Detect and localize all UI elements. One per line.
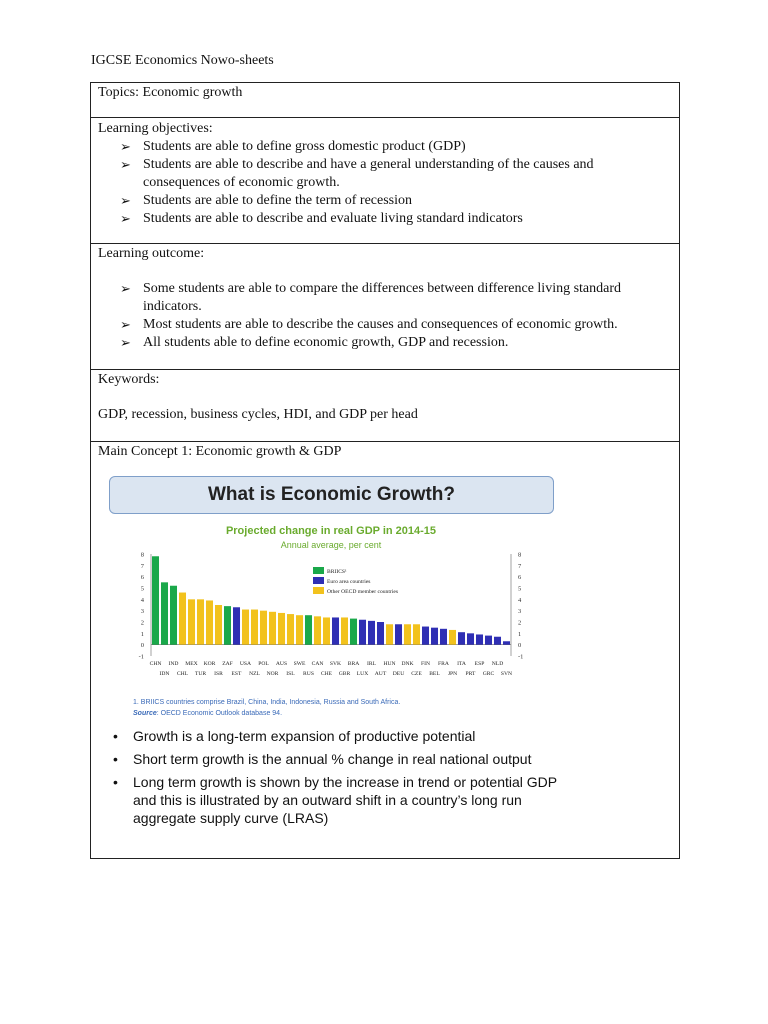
- x-tick-label: USA: [239, 661, 252, 667]
- bar-gbr: [341, 617, 348, 644]
- y-tick-label-left: 6: [140, 574, 144, 582]
- worksheet-table: [90, 82, 680, 859]
- x-tick-label: CHE: [320, 671, 333, 677]
- gdp-bar-chart: [131, 548, 531, 688]
- x-tick-label: NLD: [491, 661, 504, 667]
- bar-bra: [350, 619, 357, 645]
- bar-bel: [431, 628, 438, 645]
- bar-deu: [395, 624, 402, 644]
- x-tick-label: ISL: [286, 671, 295, 677]
- slide-title: What is Economic Growth?: [109, 476, 554, 514]
- y-tick-label-left: 3: [140, 608, 144, 616]
- topics-row: [91, 83, 679, 118]
- y-tick-label-right: -1: [518, 653, 524, 661]
- x-tick-label: POL: [258, 661, 269, 667]
- x-tick-label: BEL: [429, 671, 440, 677]
- x-tick-label: CZE: [411, 671, 422, 677]
- objective-item: ➢ Students are able to define gross domestic product (GDP): [120, 139, 466, 154]
- bar-usa: [242, 610, 249, 645]
- legend-label: BRIICS¹: [327, 569, 347, 575]
- x-tick-label: IND: [168, 661, 179, 667]
- objectives-heading: Learning objectives:: [98, 121, 213, 136]
- y-tick-label-left: 7: [140, 562, 144, 570]
- bar-fin: [422, 627, 429, 645]
- x-tick-label: CHN: [149, 661, 162, 667]
- bar-esp: [476, 634, 483, 644]
- y-tick-label-right: 5: [518, 585, 522, 593]
- bar-lux: [359, 620, 366, 645]
- arrow-bullet-icon: ➢: [120, 157, 131, 172]
- bar-zaf: [224, 606, 231, 645]
- document-header: IGCSE Economics Nowo-sheets: [91, 53, 274, 68]
- bar-mex: [188, 599, 195, 644]
- x-tick-label: EST: [231, 671, 242, 677]
- bar-svn: [503, 641, 510, 644]
- bar-nzl: [251, 610, 258, 645]
- chart-subtitle: Annual average, per cent: [280, 540, 382, 550]
- y-tick-label-left: 5: [140, 585, 144, 593]
- x-tick-label: JPN: [447, 671, 458, 677]
- x-tick-label: GRC: [482, 671, 495, 677]
- x-tick-label: RUS: [303, 671, 314, 677]
- outcome-heading: Learning outcome:: [98, 246, 205, 261]
- bar-nor: [269, 612, 276, 645]
- bar-hun: [386, 624, 393, 644]
- bar-pol: [260, 611, 267, 645]
- arrow-bullet-icon: ➢: [120, 211, 131, 226]
- bar-che: [323, 617, 330, 644]
- bar-idn: [161, 582, 168, 644]
- x-tick-label: ZAF: [222, 661, 233, 667]
- arrow-bullet-icon: ➢: [120, 281, 131, 296]
- y-tick-label-right: 7: [518, 562, 522, 570]
- bar-ind: [170, 586, 177, 645]
- learning-outcome-row: [91, 244, 679, 370]
- arrow-bullet-icon: ➢: [120, 317, 131, 332]
- concept-bullet: • Short term growth is the annual % change in real national output: [113, 751, 532, 767]
- x-tick-label: NZL: [249, 671, 260, 677]
- bar-chl: [179, 593, 186, 645]
- x-tick-label: NOR: [266, 671, 279, 677]
- x-tick-label: SWE: [293, 661, 306, 667]
- x-tick-label: FIN: [420, 661, 431, 667]
- legend-swatch: [313, 587, 324, 594]
- x-tick-label: DEU: [392, 671, 405, 677]
- bar-ita: [458, 632, 465, 644]
- x-tick-label: HUN: [383, 661, 396, 667]
- arrow-bullet-icon: ➢: [120, 335, 131, 350]
- y-tick-label-right: 8: [518, 551, 522, 559]
- y-tick-label-right: 4: [518, 596, 522, 604]
- x-tick-label: LUX: [356, 671, 369, 677]
- bar-chn: [152, 556, 159, 644]
- x-tick-label: AUT: [374, 671, 387, 677]
- y-tick-label-right: 3: [518, 608, 522, 616]
- bar-grc: [485, 636, 492, 645]
- x-tick-label: PRT: [465, 671, 476, 677]
- y-tick-label-left: 4: [140, 596, 144, 604]
- slide-image: [101, 472, 671, 852]
- bar-isr: [215, 605, 222, 645]
- legend-label: Euro area countries: [327, 579, 371, 585]
- x-tick-label: MEX: [185, 661, 198, 667]
- bar-dnk: [404, 624, 411, 644]
- outcome-item: ➢ All students able to define economic growth, GDP and recession.: [120, 335, 509, 350]
- y-tick-label-left: 1: [140, 630, 144, 638]
- legend-swatch: [313, 577, 324, 584]
- x-tick-label: GBR: [338, 671, 351, 677]
- bar-cze: [413, 624, 420, 644]
- chart-title: Projected change in real GDP in 2014-15: [225, 525, 437, 537]
- y-tick-label-right: 1: [518, 630, 522, 638]
- y-tick-label-left: 2: [140, 619, 144, 627]
- bar-tur: [197, 599, 204, 644]
- bar-nld: [494, 637, 501, 645]
- x-tick-label: SVN: [500, 671, 513, 677]
- x-tick-label: FRA: [438, 661, 449, 667]
- x-tick-label: ESP: [474, 661, 485, 667]
- learning-objectives-row: [91, 118, 679, 244]
- bar-isl: [287, 614, 294, 645]
- x-tick-label: CHL: [176, 671, 189, 677]
- objectives-list: [98, 138, 672, 228]
- y-tick-label-right: 2: [518, 619, 522, 627]
- keywords-text: GDP, recession, business cycles, HDI, and GDP per head: [98, 407, 418, 422]
- x-tick-label: CAN: [311, 661, 324, 667]
- bar-est: [233, 607, 240, 644]
- bullet-dot-icon: •: [113, 774, 118, 790]
- bullet-dot-icon: •: [113, 751, 118, 767]
- x-tick-label: AUS: [275, 661, 288, 667]
- bar-can: [314, 616, 321, 644]
- x-tick-label: BRA: [347, 661, 360, 667]
- x-tick-label: TUR: [194, 671, 207, 677]
- bar-svk: [332, 617, 339, 644]
- outcome-item: ➢ Most students are able to describe the causes and consequences of economic growth.: [120, 317, 618, 332]
- objective-item: ➢ Students are able to describe and evaluate living standard indicators: [120, 211, 523, 226]
- x-tick-label: IRL: [366, 661, 377, 667]
- chart-footnote: 1. BRIICS countries comprise Brazil, China, India, Indonesia, Russia and South Africa.: [133, 699, 401, 706]
- x-tick-label: SVK: [329, 661, 342, 667]
- x-tick-label: IDN: [159, 671, 170, 677]
- objective-item: ➢ Students are able to describe and have a general understanding of the causes and consequences of economic growth.: [120, 157, 594, 190]
- bar-aut: [377, 622, 384, 645]
- arrow-bullet-icon: ➢: [120, 139, 131, 154]
- outcome-item: ➢ Some students are able to compare the differences between difference living standard indicators.: [120, 281, 622, 314]
- bullet-dot-icon: •: [113, 728, 118, 744]
- keywords-heading: Keywords:: [98, 372, 160, 387]
- bar-rus: [305, 615, 312, 644]
- x-tick-label: KOR: [203, 661, 216, 667]
- concept-heading: Main Concept 1: Economic growth & GDP: [98, 444, 342, 459]
- bar-prt: [467, 633, 474, 644]
- bar-swe: [296, 615, 303, 644]
- x-tick-label: ITA: [457, 661, 466, 667]
- keywords-row: [91, 370, 679, 442]
- chart-source: Source: OECD Economic Outlook database 94.: [133, 710, 283, 717]
- topics-label: Topics: Economic growth: [98, 85, 243, 100]
- x-tick-label: ISR: [214, 671, 223, 677]
- y-tick-label-left: -1: [138, 653, 144, 661]
- legend-label: Other OECD member countries: [327, 589, 398, 595]
- outcome-list: [98, 280, 672, 352]
- bar-kor: [206, 600, 213, 644]
- y-tick-label-left: 8: [140, 551, 144, 559]
- legend-swatch: [313, 567, 324, 574]
- bar-jpn: [449, 630, 456, 645]
- main-concept-row: [91, 442, 679, 858]
- bar-irl: [368, 621, 375, 645]
- concept-bullets: [113, 727, 573, 832]
- x-tick-label: DNK: [401, 661, 414, 667]
- bar-fra: [440, 629, 447, 645]
- concept-bullet: • Long term growth is shown by the increase in trend or potential GDP and this is illustrated by an outward shift in a country’s long run aggregate supply curve (LRAS): [113, 774, 557, 826]
- y-tick-label-right: 6: [518, 574, 522, 582]
- arrow-bullet-icon: ➢: [120, 193, 131, 208]
- bar-aus: [278, 613, 285, 645]
- y-tick-label-right: 0: [518, 642, 522, 650]
- concept-bullet: • Growth is a long-term expansion of productive potential: [113, 728, 476, 744]
- y-tick-label-left: 0: [140, 642, 144, 650]
- objective-item: ➢ Students are able to define the term of recession: [120, 193, 413, 208]
